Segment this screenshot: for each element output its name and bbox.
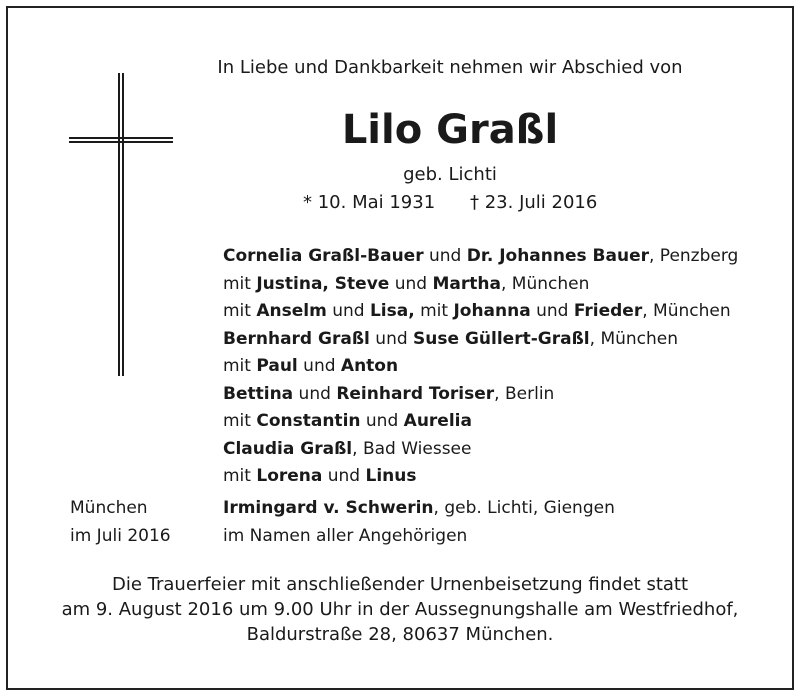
maiden-name: geb. Lichti [403,164,497,185]
relative-text: und [530,301,574,321]
relative-line [223,298,738,326]
relative-text: und [389,273,433,294]
signature-block [223,495,615,550]
signature-line [223,495,615,523]
relative-text: , München [642,301,731,321]
relative-text: , München [500,273,590,294]
signature-on-behalf: im Namen aller Angehörigen [223,525,468,546]
relative-name: Constantin [256,411,361,431]
relative-text: und [423,246,467,266]
relative-name: Anselm [256,301,327,321]
relative-line [223,436,738,464]
relative-line [223,243,738,271]
relative-text: , Berlin [494,383,555,404]
place-and-date [70,495,171,550]
intro-text: In Liebe und Dankbarkeit nehmen wir Abschied von [217,57,683,78]
death-date: † 23. Juli 2016 [470,192,598,213]
relative-text: , München [589,328,679,349]
relative-name: Suse Güllert-Graßl [413,328,590,349]
relative-text: , Bad Wiessee [352,438,472,459]
relative-text: mit [223,273,257,294]
relative-text: mit [223,301,257,321]
ceremony-info [20,572,780,647]
relative-name: Frieder [573,301,643,321]
relative-name: Linus [365,466,417,486]
relative-line [223,408,738,436]
relative-line [223,463,738,491]
relative-text: und [322,466,366,486]
ceremony-line: am 9. August 2016 um 9.00 Uhr in der Aussegnungshalle am Westfriedhof, [61,599,739,620]
relative-text: , Penzberg [649,246,739,266]
ceremony-line: Baldurstraße 28, 80637 München. [246,624,554,645]
relative-text: und [369,328,414,349]
relative-text: mit [223,356,257,376]
relative-line [223,353,738,381]
relative-name: Justina, Steve [256,273,390,294]
relative-name: Cornelia Graßl-Bauer [223,246,424,266]
relative-text: und [297,356,341,376]
relative-name: Claudia Graßl [223,438,353,459]
signature-name: Irmingard v. Schwerin [223,498,434,518]
relative-text: mit [223,466,257,486]
relative-text: und [293,383,337,404]
relative-text: und [360,411,404,431]
relative-line [223,271,738,299]
relative-line [223,381,738,409]
relative-name: Bernhard Graßl [223,328,370,349]
relative-name: Lisa, [369,301,415,321]
relative-name: Aurelia [403,411,472,431]
cross-icon [118,73,124,376]
relative-text: mit [223,411,257,431]
relative-name: Bettina [223,383,294,404]
relative-text: mit [414,301,454,321]
relative-name: Lorena [256,466,323,486]
place-city: München [70,498,148,518]
place-date: im Juli 2016 [70,525,171,546]
signature-rest: , geb. Lichti, Giengen [433,498,615,518]
relatives-list [223,243,738,491]
relative-text: und [326,301,370,321]
birth-date: * 10. Mai 1931 [303,192,436,213]
relative-name: Dr. Johannes Bauer [466,246,649,266]
relative-name: Johanna [453,301,531,321]
relative-name: Anton [340,356,399,376]
relative-name: Paul [256,356,298,376]
ceremony-line: Die Trauerfeier mit anschließender Urnenbeisetzung findet statt [111,574,689,595]
relative-name: Reinhard Toriser [336,383,495,404]
relative-line [223,326,738,354]
relative-name: Martha [432,273,501,294]
deceased-name: Lilo Graßl [341,107,559,153]
